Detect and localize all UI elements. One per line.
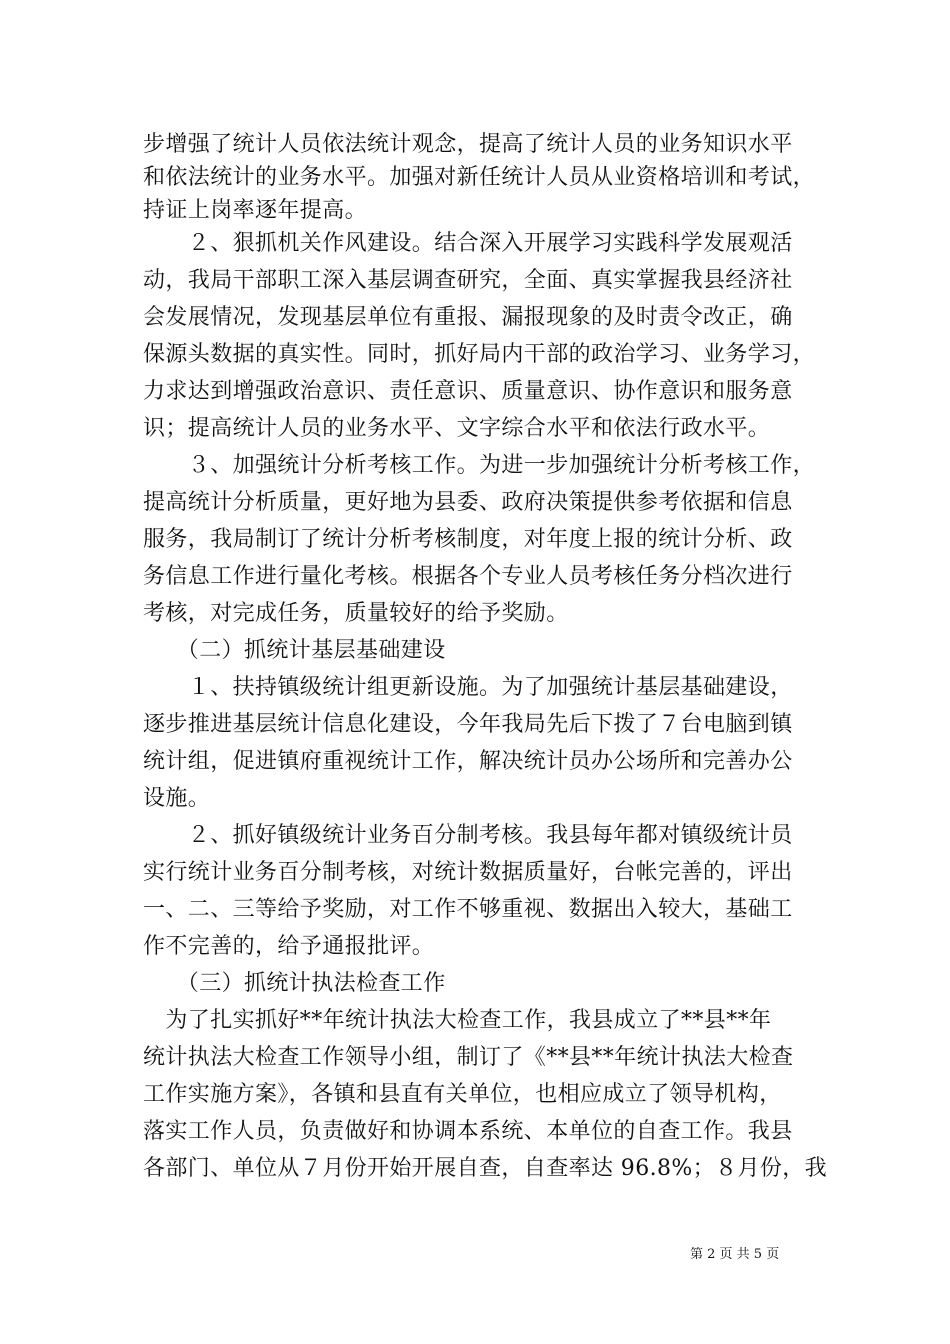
text-line: 统计组，促进镇府重视统计工作，解决统计员办公场所和完善办公 <box>143 749 793 774</box>
text-line: 落实工作人员，负责做好和协调本系统、本单位的自查工作。我县 <box>143 1119 793 1144</box>
text-line: 各部门、单位从７月份开始开展自查，自查率达 96.8%；８月份，我 <box>143 1156 828 1181</box>
text-line: 力求达到增强政治意识、责任意识、质量意识、协作意识和服务意 <box>143 379 793 404</box>
text-line: 一、二、三等给予奖励，对工作不够重视、数据出入较大，基础工 <box>143 897 793 922</box>
text-line: 统计执法大检查工作领导小组，制订了《**县**年统计执法大检查 <box>143 1045 794 1070</box>
text-line: １、扶持镇级统计组更新设施。为了加强统计基层基础建设， <box>143 675 793 700</box>
page-number: 第 2 页 共 5 页 <box>690 1247 780 1262</box>
text-line: 识；提高统计人员的业务水平、文字综合水平和依法行政水平。 <box>143 416 771 441</box>
text-line: 提高统计分析质量，更好地为县委、政府决策提供参考依据和信息 <box>143 490 793 515</box>
text-line: 设施。 <box>143 786 211 811</box>
text-line: 和依法统计的业务水平。加强对新任统计人员从业资格培训和考试， <box>143 165 816 190</box>
section-heading: （三）抓统计执法检查工作 <box>143 971 446 996</box>
text-line: 持证上岗率逐年提高。 <box>143 198 368 223</box>
text-line: 工作实施方案》，各镇和县直有关单位，也相应成立了领导机构， <box>143 1082 782 1107</box>
text-line: ２、抓好镇级统计业务百分制考核。我县每年都对镇级统计员 <box>143 823 793 848</box>
text-line: 步增强了统计人员依法统计观念，提高了统计人员的业务知识水平 <box>143 132 793 157</box>
text-line: 作不完善的，给予通报批评。 <box>143 934 435 959</box>
text-line: 动，我局干部职工深入基层调查研究，全面、真实掌握我县经济社 <box>143 268 793 293</box>
text-line: 为了扎实抓好**年统计执法大检查工作，我县成立了**县**年 <box>143 1008 772 1033</box>
text-line: 逐步推进基层统计信息化建设，今年我局先后下拨了７台电脑到镇 <box>143 712 793 737</box>
text-line: 考核，对完成任务，质量较好的给予奖励。 <box>143 601 569 626</box>
text-line: 服务，我局制订了统计分析考核制度，对年度上报的统计分析、政 <box>143 527 793 552</box>
text-line: 会发展情况，发现基层单位有重报、漏报现象的及时责令改正，确 <box>143 305 793 330</box>
text-line: 务信息工作进行量化考核。根据各个专业人员考核任务分档次进行 <box>143 564 793 589</box>
text-line: ３、加强统计分析考核工作。为进一步加强统计分析考核工作， <box>143 453 816 478</box>
text-line: 保源头数据的真实性。同时，抓好局内干部的政治学习、业务学习， <box>143 342 816 367</box>
text-line: 实行统计业务百分制考核，对统计数据质量好，台帐完善的，评出 <box>143 860 793 885</box>
section-heading: （二）抓统计基层基础建设 <box>143 638 446 663</box>
text-line: ２、狠抓机关作风建设。结合深入开展学习实践科学发展观活 <box>143 231 793 256</box>
